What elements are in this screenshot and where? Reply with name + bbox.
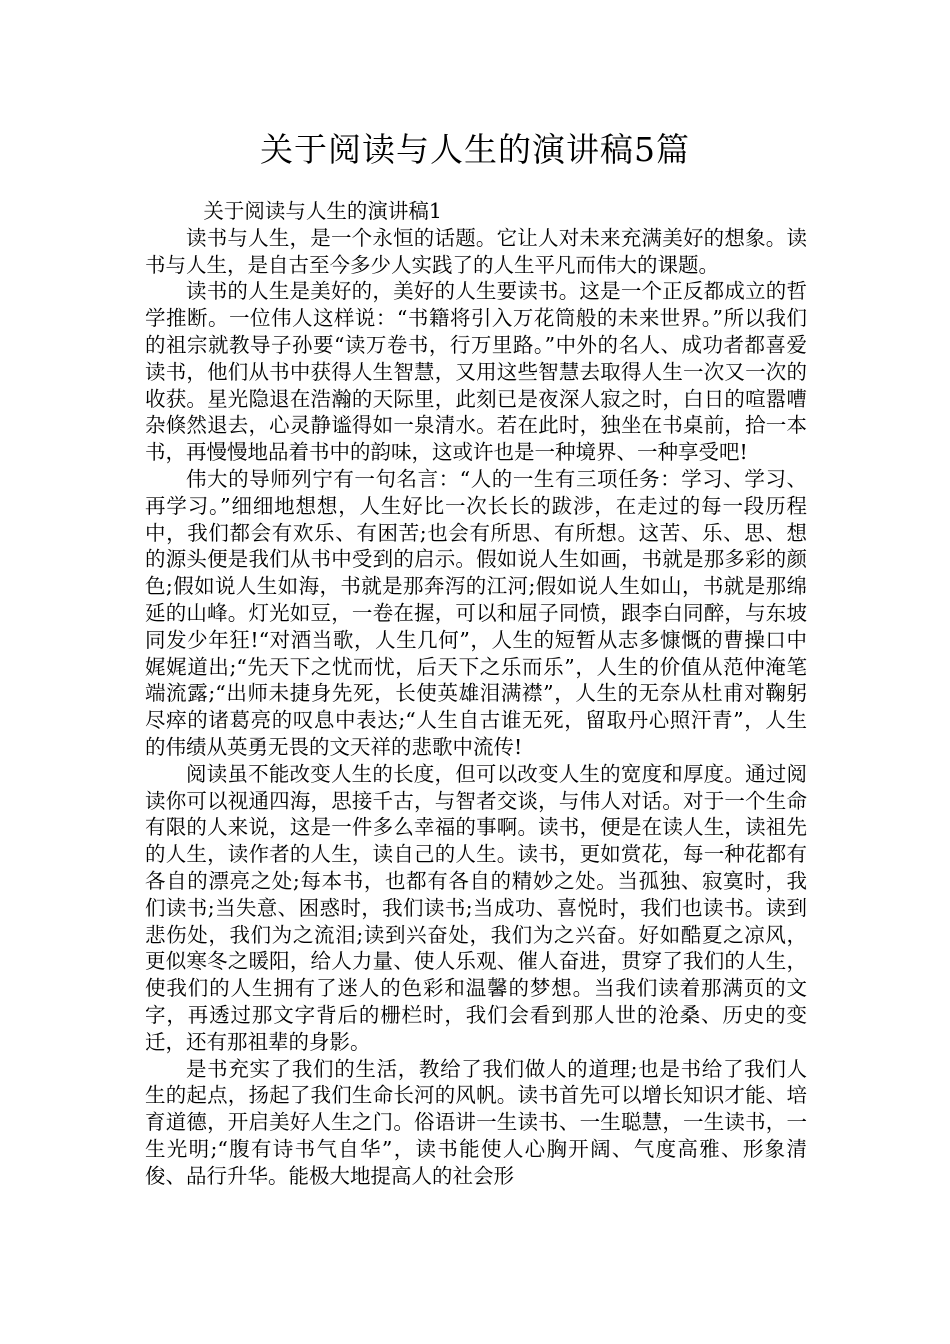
paragraph-3: 伟大的导师列宁有一句名言：“人的一生有三项任务：学习、学习、再学习。”细细地想想，人生好比一次长长的跋涉，在走过的每一段历程中，我们都会有欢乐、有困苦;也会有所思、有所想。这苦、乐、思、想的源头便是我们从书中受到的启示。假如说人生如画，书就是那多彩的颜色;假如说人生如海，书就是那奔泻的江河;假如说人生如山，书就是那绵延的山峰。灯光如豆，一卷在握，可以和屈子同愤，跟李白同醉，与东坡同发少年狂!“对酒当歌，人生几何”，人生的短暂从志多慷慨的曹操口中娓娓道出;“先天下之忧而忧，后天下之乐而乐”，人生的价值从范仲淹笔端流露;“出师未捷身先死，长使英雄泪满襟”，人生的无奈从杜甫对鞠躬尽瘁的诸葛亮的叹息中表达;“人生自古谁无死，留取丹心照汗青”，人生的伟绩从英勇无畏的文天祥的悲歌中流传!: [145, 466, 807, 759]
paragraph-4: 阅读虽不能改变人生的长度，但可以改变人生的宽度和厚度。通过阅读你可以视通四海，思接千古，与智者交谈，与伟人对话。对于一个生命有限的人来说，这是一件多么幸福的事啊。读书，便是在读人生，读祖先的人生，读作者的人生，读自己的人生。读书，更如赏花，每一种花都有各自的漂亮之处;每本书，也都有各自的精妙之处。当孤独、寂寞时，我们读书;当失意、困惑时，我们读书;当成功、喜悦时，我们也读书。读到悲伤处，我们为之流泪;读到兴奋处，我们为之兴奋。好如酷夏之凉风，更似寒冬之暖阳，给人力量、使人乐观、催人奋进，贯穿了我们的人生，使我们的人生拥有了迷人的色彩和温馨的梦想。当我们读着那满页的文字，再透过那文字背后的栅栏时，我们会看到那人世的沧桑、历史的变迁，还有那祖辈的身影。: [145, 761, 807, 1054]
paragraph-5: 是书充实了我们的生活，教给了我们做人的道理;也是书给了我们人生的起点，扬起了我们生命长河的风帆。读书首先可以增长知识才能、培育道德，开启美好人生之门。俗语讲一生读书、一生聪慧，一生读书，一生光明;“腹有诗书气自华”，读书能使人心胸开阔、气度高雅、形象清俊、品行升华。能极大地提高人的社会形: [145, 1056, 807, 1188]
document-title: 关于阅读与人生的演讲稿5篇: [260, 130, 690, 169]
section-heading: 关于阅读与人生的演讲稿1: [203, 199, 442, 223]
paragraph-2: 读书的人生是美好的，美好的人生要读书。这是一个正反都成立的哲学推断。一位伟人这样说：“书籍将引入万花筒般的未来世界。”所以我们的祖宗就教导子孙要“读万卷书，行万里路。”中外的名人、成功者都喜爱读书，他们从书中获得人生智慧，又用这些智慧去取得人生一次又一次的收获。星光隐退在浩瀚的天际里，此刻已是夜深人寂之时，白日的喧嚣嘈杂倏然退去，心灵静谧得如一泉清水。若在此时，独坐在书桌前，拾一本书，再慢慢地品着书中的韵味，这或许也是一种境界、一种享受吧!: [145, 279, 807, 465]
document-body: [145, 198, 807, 1189]
paragraph-1: 读书与人生，是一个永恒的话题。它让人对未来充满美好的想象。读书与人生，是自古至今多少人实践了的人生平凡而伟大的课题。: [145, 225, 807, 277]
